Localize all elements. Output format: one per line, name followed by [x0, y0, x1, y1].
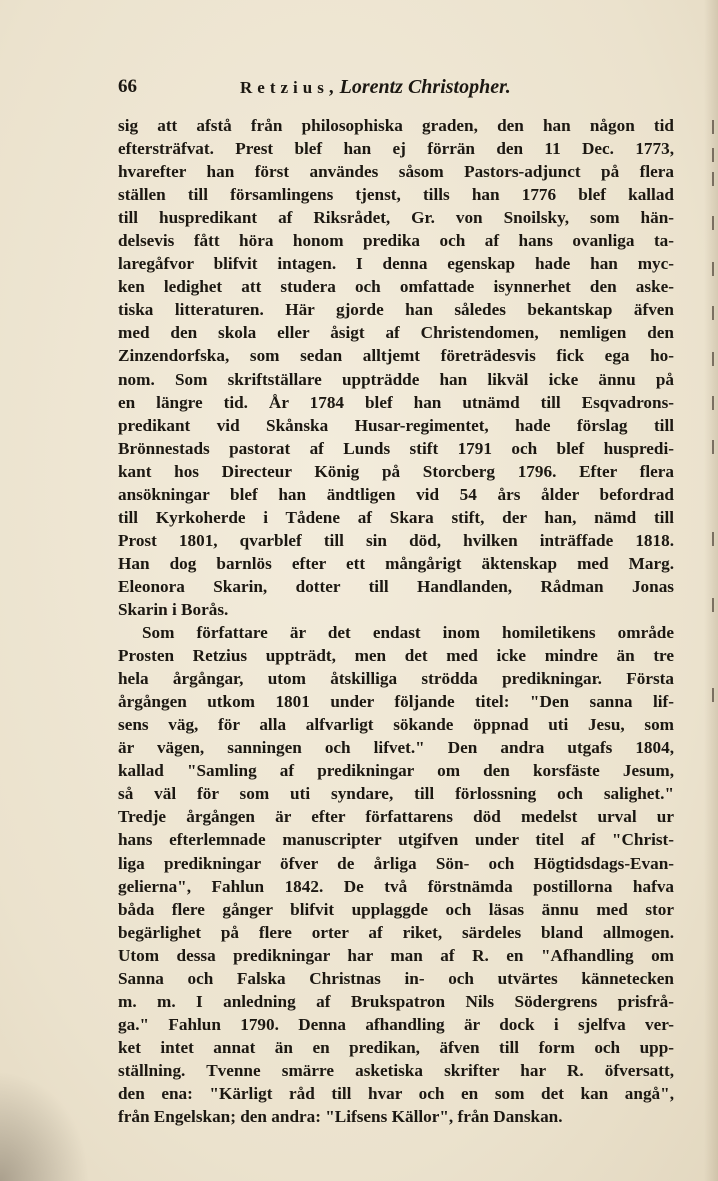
text-line: båda flere gånger blifvit upplaggde och läsas ännu med stor [118, 899, 674, 919]
text-line: årgången utkom 1801 under följande titel: "Den sanna lif- [118, 692, 674, 712]
show-through-mark [712, 440, 714, 454]
text-line: hela årgångar, utom åtskilliga strödda predikningar. Första [118, 669, 674, 689]
body-text [118, 114, 674, 1128]
text-line: från Engelskan; den andra: "Lifsens Källor", från Danskan. [118, 1107, 563, 1127]
text-line: ken ledighet att studera och omfattade isynnerhet den aske- [118, 277, 674, 297]
text-line: kallad "Samling af predikningar om den korsfäste Jesum, [118, 761, 674, 781]
text-line: laregåfvor blifvit intagen. I denna egenskap hade han myc- [118, 254, 674, 274]
text-line: hvarefter han först användes såsom Pastors-adjunct på flera [118, 162, 674, 182]
text-line: ga." Fahlun 1790. Denna afhandling är dock i sjelfva ver- [118, 1014, 674, 1034]
text-line: Eleonora Skarin, dotter till Handlanden, Rådman Jonas [118, 576, 674, 596]
show-through-mark [712, 148, 714, 162]
text-line: hans efterlemnade manuscripter utgifven under titel af "Christ- [118, 830, 674, 850]
page-number: 66 [118, 76, 137, 97]
text-line: gelierna", Fahlun 1842. De två förstnämda postillorna hafva [118, 876, 674, 896]
text-line: Brönnestads pastorat af Lunds stift 1791 och blef huspredi- [118, 438, 674, 458]
page-header [118, 76, 678, 106]
thumb-shadow [0, 1071, 90, 1181]
text-line: tiska litteraturen. Här gjorde han således bekantskap äfven [118, 300, 674, 320]
text-line: med den skola eller åsigt af Christendomen, nemligen den [118, 323, 674, 343]
text-line: m. m. I anledning af Brukspatron Nils Södergrens prisfrå- [118, 991, 674, 1011]
text-line: ansökningar blef han ändtligen vid 54 års ålder befordrad [118, 484, 674, 504]
running-head [240, 76, 511, 99]
text-line: en längre tid. År 1784 blef han utnämd till Esqvadrons- [118, 392, 674, 412]
text-line: begärlighet på flere orter af riket, särdeles bland allmogen. [118, 922, 674, 942]
text-line: så väl för som uti syndare, till förlossning och salighet." [118, 784, 674, 804]
show-through-mark [712, 532, 714, 546]
text-line: är vägen, sanningen och lifvet." Den andra utgafs 1804, [118, 738, 674, 758]
text-line: Prost 1801, qvarblef till sin död, hvilken inträffade 1818. [118, 530, 674, 550]
running-head-separator: , [328, 77, 334, 98]
text-line: kant hos Directeur König på Storcberg 1796. Efter flera [118, 461, 674, 481]
text-line: sig att afstå från philosophiska graden, den han någon tid [118, 116, 674, 135]
text-line: liga predikningar öfver de årliga Sön- och Högtidsdags-Evan- [118, 853, 674, 873]
running-head-given-name: Lorentz Christopher. [339, 76, 511, 98]
text-line: Prosten Retzius uppträdt, men det med icke mindre än tre [118, 646, 674, 666]
text-line: ställen till församlingens tjenst, tills han 1776 blef kallad [118, 185, 674, 205]
text-line: Tredje årgången är efter författarens död medelst urval ur [118, 807, 674, 827]
text-line: eftersträfvat. Prest blef han ej förrän den 11 Dec. 1773, [118, 139, 674, 159]
show-through-mark [712, 216, 714, 230]
text-line: delsevis fått höra honom predika och af hans ovanliga ta- [118, 231, 674, 251]
show-through-mark [712, 352, 714, 366]
show-through-mark [712, 598, 714, 612]
text-line: Sanna och Falska Christnas in- och utvärtes kännetecken [118, 968, 674, 988]
show-through-marks [706, 120, 714, 740]
text-line: Utom dessa predikningar har man af R. en "Afhandling om [118, 945, 674, 965]
show-through-mark [712, 172, 714, 186]
text-line: sens väg, för alla alfvarligt sökande öppnad uti Jesu, som [118, 715, 674, 735]
show-through-mark [712, 306, 714, 320]
text-line: till Kyrkoherde i Tådene af Skara stift, der han, nämd till [118, 507, 674, 527]
text-line: ket intet annat än en predikan, äfven till form och upp- [118, 1037, 674, 1057]
text-line: Zinzendorfska, som sedan alltjemt företrädesvis fick ega ho- [118, 346, 674, 366]
show-through-mark [712, 396, 714, 410]
text-line: den ena: "Kärligt råd till hvar och en som det kan angå", [118, 1083, 674, 1103]
show-through-mark [712, 688, 714, 702]
show-through-mark [712, 120, 714, 134]
text-line: till huspredikant af Riksrådet, Gr. von Snoilsky, som hän- [118, 208, 674, 228]
running-head-surname: Retzius [240, 78, 329, 97]
show-through-mark [712, 262, 714, 276]
text-line: Han dog barnlös efter ett mångårigt äktenskap med Marg. [118, 553, 674, 573]
text-line: Som författare är det endast inom homiletikens område [142, 623, 674, 643]
text-line: Skarin i Borås. [118, 599, 229, 619]
text-line: ställning. Tvenne smärre asketiska skrifter har R. öfversatt, [118, 1060, 674, 1080]
text-line: predikant vid Skånska Husar-regimentet, hade förslag till [118, 415, 674, 435]
text-line: nom. Som skriftställare uppträdde han likväl icke ännu på [118, 369, 674, 389]
